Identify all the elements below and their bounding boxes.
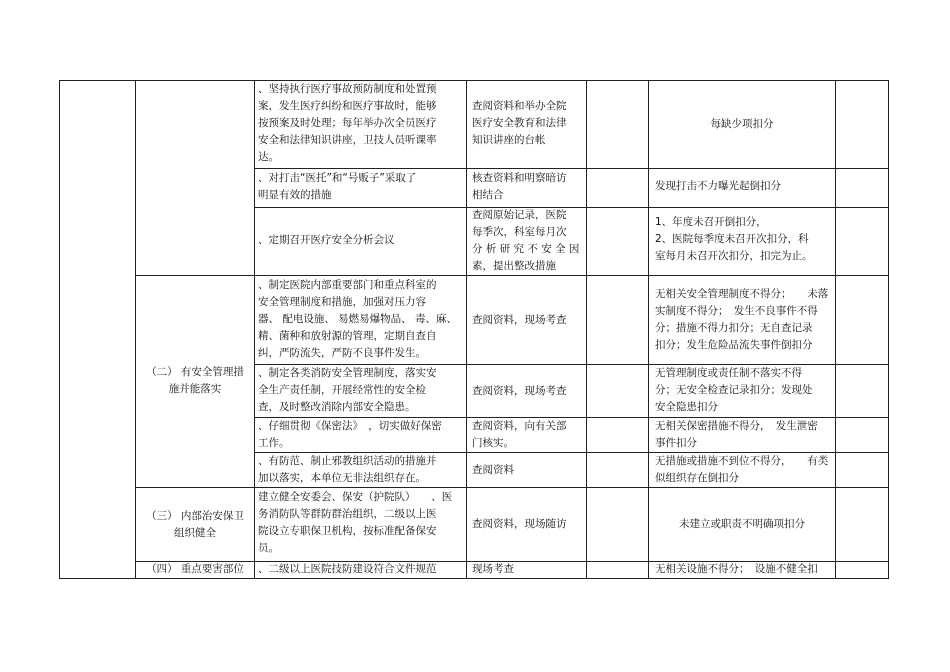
- column-border: [648, 80, 649, 579]
- standard-cell: 每缺少项扣分: [710, 118, 774, 130]
- row-divider: [135, 487, 889, 488]
- content-cell: 、对打击“医托”和“号贩子”采取了 明显有效的措施: [258, 172, 417, 201]
- content-cell: 、有防范、制止邪教组织活动的措施并 加以落实，本单位无非法组织存在。: [258, 455, 437, 484]
- method-cell: 查阅资料，现场考查: [472, 314, 567, 326]
- column-border: [888, 80, 889, 579]
- method-cell: 查阅原始记录，医院 每季次，科室每月次 分 析 研 究 不 安 全 因 素，提出整改措施: [472, 209, 580, 272]
- column-border: [586, 80, 587, 579]
- content-cell: 、制定各类消防安全管理制度，落实安 全生产责任制，开展经常性的安全检 查，及时整改消除内部安全隐患。: [258, 367, 437, 413]
- method-cell: 查阅资料和举办全院 医疗安全教育和法律 知识讲座的台帐: [472, 100, 567, 146]
- content-cell: 、制定医院内部重要部门和重点科室的 安全管理制度和措施，加强对压力容 器、 配电设施、 易燃易爆物品、 毒、麻、 精、菌种和放射源的管理，定期自查自 纠，严防流失，严防不良事件发生。: [258, 279, 458, 359]
- column-border: [59, 80, 60, 579]
- standard-cell: 无相关安全管理制度不得分； 未落 实制度不得分； 发生不良事件不得 分；措施不得力扣分；无自查记录 扣分；发生危险品流失事件倒扣分: [655, 288, 829, 351]
- content-cell: 建立健全安委会、保安（护院队） 、医 务消防队等群防群治组织，二级以上医 院设立专职保卫机构，按标准配备保安 员。: [258, 491, 453, 554]
- content-cell: 、二级以上医院技防建设符合文件规范: [258, 563, 437, 575]
- standard-cell: 无相关保密措施不得分， 发生泄密 事件扣分: [655, 420, 818, 449]
- standard-cell: 无管理制度或责任制不落实不得 分；无安全检查记录扣分；发现处 安全隐患扣分: [655, 367, 813, 413]
- method-cell: 查阅资料，向有关部 门核实。: [472, 420, 567, 449]
- content-cell: 、定期召开医疗安全分析会议: [258, 234, 395, 246]
- method-cell: 查阅资料: [472, 464, 514, 476]
- method-cell: 查阅资料，现场考查: [472, 385, 567, 397]
- row-divider: [254, 168, 889, 169]
- method-cell: 现场考查: [472, 563, 514, 575]
- table-top-border: [59, 80, 889, 81]
- column-border: [135, 80, 136, 579]
- column-border: [254, 80, 255, 579]
- category-cell: （四） 重点要害部位: [146, 563, 244, 575]
- content-cell: 、坚持执行医疗事故预防制度和处置预 案，发生医疗纠纷和医疗事故时，能够 按预案及时处理；每年举办次全员医疗 安全和法律知识讲座，卫技人员听课率 达。: [258, 83, 437, 163]
- category-cell: （三） 内部治安保卫 组织健全: [146, 510, 244, 539]
- standard-cell: 1、年度未召开倒扣分， 2、医院每季度未召开次扣分，科 室每月未召开次扣分，扣完为止。: [655, 216, 813, 262]
- column-border: [835, 80, 836, 579]
- standard-cell: 无措施或措施不到位不得分， 有类 似组织存在倒扣分: [655, 455, 829, 484]
- content-cell: 、仔细贯彻《保密法》 ，切实做好保密 工作。: [258, 420, 442, 449]
- standard-cell: 发现打击不力曝光起倒扣分: [655, 180, 781, 192]
- standard-cell: 无相关设施不得分； 设施不健全扣: [655, 563, 818, 575]
- column-border: [466, 80, 467, 579]
- category-cell: （二） 有安全管理措 施并能落实: [146, 366, 244, 395]
- standard-cell: 未建立或职责不明确项扣分: [679, 518, 805, 530]
- table-bottom-border: [59, 578, 889, 579]
- row-divider: [135, 275, 889, 276]
- method-cell: 核查资料和明察暗访 相结合: [472, 172, 567, 201]
- method-cell: 查阅资料，现场随访: [472, 518, 567, 530]
